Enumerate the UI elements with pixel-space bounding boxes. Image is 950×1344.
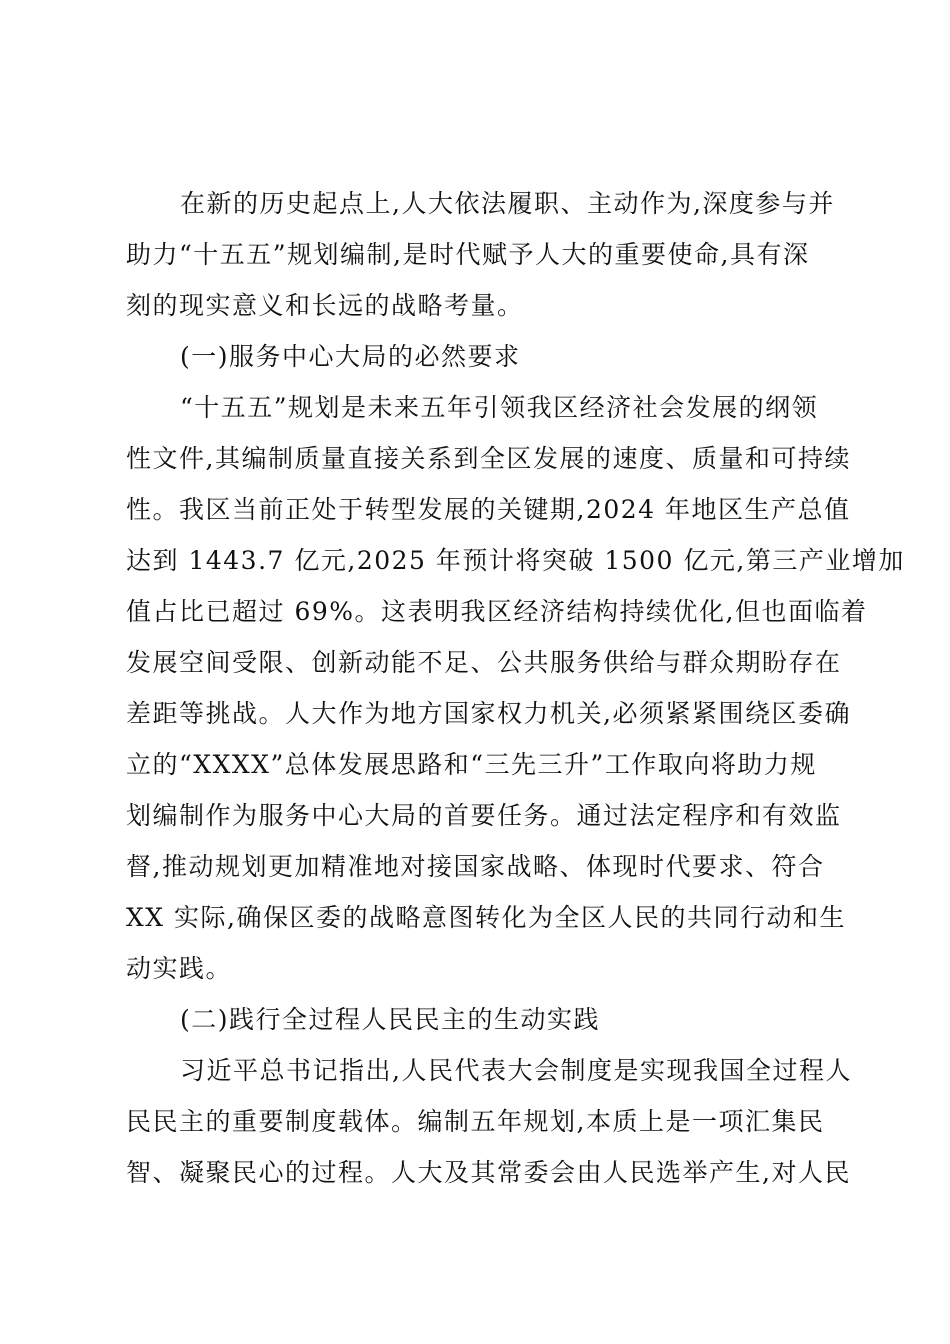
paragraph-2-line-11: XX 实际,确保区委的战略意图转化为全区人民的共同行动和生: [126, 903, 846, 932]
paragraph-2-line-8: 立的“XXXX”总体发展思路和“三先三升”工作取向将助力规: [126, 750, 817, 779]
section-heading-2: (二)践行全过程人民民主的生动实践: [180, 1005, 601, 1034]
paragraph-1-line-3: 刻的现实意义和长远的战略考量。: [126, 291, 524, 320]
paragraph-2-line-9: 划编制作为服务中心大局的首要任务。通过法定程序和有效监: [126, 801, 842, 830]
paragraph-2-line-12: 动实践。: [126, 954, 233, 983]
paragraph-2-line-4: 达到 1443.7 亿元,2025 年预计将突破 1500 亿元,第三产业增加: [126, 546, 905, 575]
paragraph-2-line-1: “十五五”规划是未来五年引领我区经济社会发展的纲领: [180, 393, 819, 422]
paragraph-2-line-7: 差距等挑战。人大作为地方国家权力机关,必须紧紧围绕区委确: [126, 699, 851, 728]
paragraph-2-line-5: 值占比已超过 69%。这表明我区经济结构持续优化,但也面临着: [126, 597, 868, 626]
section-heading-1: (一)服务中心大局的必然要求: [180, 342, 521, 371]
paragraph-2-line-3: 性。我区当前正处于转型发展的关键期,2024 年地区生产总值: [126, 495, 851, 524]
paragraph-3-line-1: 习近平总书记指出,人民代表大会制度是实现我国全过程人: [180, 1056, 852, 1085]
paragraph-1-line-2: 助力“十五五”规划编制,是时代赋予人大的重要使命,具有深: [126, 240, 810, 269]
paragraph-2-line-6: 发展空间受限、创新动能不足、公共服务供给与群众期盼存在: [126, 648, 842, 677]
paragraph-1-line-1: 在新的历史起点上,人大依法履职、主动作为,深度参与并: [180, 189, 835, 218]
paragraph-2-line-2: 性文件,其编制质量直接关系到全区发展的速度、质量和可持续: [126, 444, 851, 473]
paragraph-3-line-2: 民民主的重要制度载体。编制五年规划,本质上是一项汇集民: [126, 1107, 825, 1136]
paragraph-2-line-10: 督,推动规划更加精准地对接国家战略、体现时代要求、符合: [126, 852, 825, 881]
paragraph-3-line-3: 智、凝聚民心的过程。人大及其常委会由人民选举产生,对人民: [126, 1158, 851, 1187]
